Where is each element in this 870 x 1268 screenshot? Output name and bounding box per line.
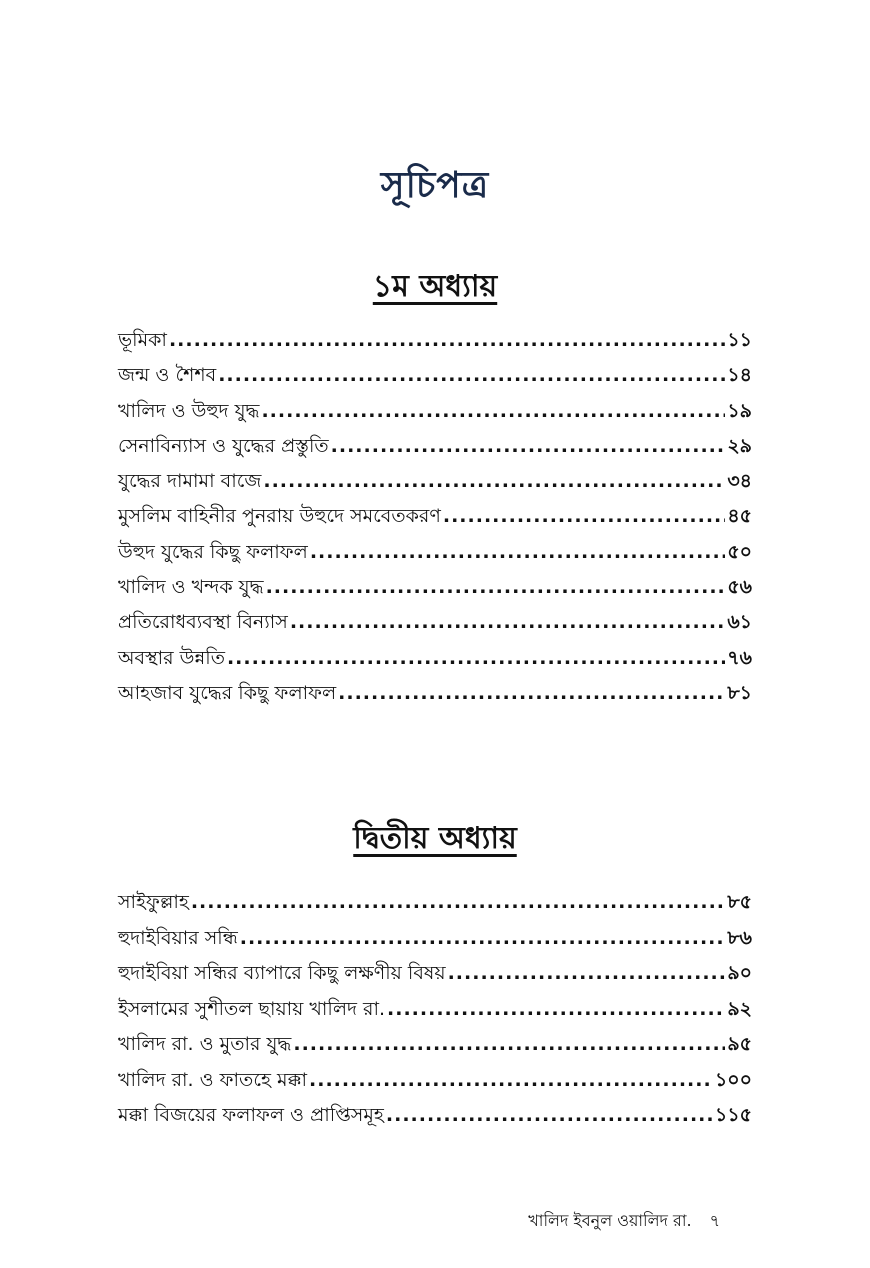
toc-entry-title: খালিদ রা. ও ফাতহে মক্কা [118,1068,308,1091]
toc-leader-dots [309,1069,713,1091]
toc-leader-dots [386,1104,713,1126]
toc-leader-dots [443,505,725,527]
toc-entry-page: ৩৪ [727,470,752,493]
toc-leader-dots [310,541,725,563]
toc-row [118,959,752,995]
toc-row [118,432,752,467]
toc-entry-title: জন্ম ও শৈশব [118,364,217,387]
toc-leader-dots [331,435,726,457]
toc-entry-page: ১৯ [727,399,752,422]
toc-row [118,1101,752,1137]
toc-leader-dots [169,329,725,351]
footer-page-number: ৭ [709,1211,720,1230]
toc-entry-page: ১১৫ [715,1104,752,1126]
toc-entry-page: ৮১ [727,681,752,704]
toc-entry-title: সেনাবিন্যাস ও যুদ্ধের প্রস্তুতি [118,434,329,457]
toc-row [118,888,752,924]
toc-entry-title: খালিদ রা. ও মুতার যুদ্ধ [118,1033,292,1055]
toc-leader-dots [387,998,725,1020]
toc-entry-title: প্রতিরোধব্যবস্থা বিন্যাস [118,611,288,634]
toc-row [118,644,752,679]
toc-row [118,679,752,714]
toc-entry-title: অবস্থার উন্নতি [118,646,225,669]
toc-row [118,326,752,361]
chapter-2-toc [118,888,752,1137]
toc-row [118,995,752,1031]
toc-entry-title: মক্কা বিজয়ের ফলাফল ও প্রাপ্তিসমূহ [118,1104,384,1126]
toc-row [118,573,752,608]
toc-leader-dots [338,682,725,704]
toc-entry-page: ১০০ [714,1068,752,1091]
toc-entry-title: ভূমিকা [118,329,167,351]
toc-entry-page: ৯০ [727,962,752,984]
toc-entry-title: ইসলামের সুশীতল ছায়ায় খালিদ রা. [118,997,386,1020]
toc-leader-dots [290,611,725,633]
chapter-1-toc [118,326,752,714]
page-footer [0,1208,720,1235]
chapter-1-heading: ১ম অধ্যায় [372,269,498,304]
toc-leader-dots [191,891,725,913]
toc-row [118,502,752,537]
toc-entry-title: খালিদ ও উহুদ যুদ্ধ [118,399,260,422]
toc-entry-title: সাইফুল্লাহ [118,891,189,913]
toc-leader-dots [448,962,726,984]
toc-entry-page: ৮৫ [727,891,752,913]
toc-row [118,924,752,960]
toc-entry-title: মুসলিম বাহিনীর পুনরায় উহুদে সমবেতকরণ [118,505,441,528]
toc-entry-page: ৫৬ [727,576,752,599]
toc-row [118,361,752,396]
toc-entry-page: ১৪ [727,364,752,387]
page-title: সূচিপত্র [380,165,490,206]
toc-entry-title: হুদাইবিয়া সন্ধির ব্যাপারে কিছু লক্ষণীয় বিষয় [118,962,446,984]
toc-entry-title: উহুদ যুদ্ধের কিছু ফলাফল [118,540,308,563]
toc-entry-title: যুদ্ধের দামামা বাজে [118,470,262,493]
toc-leader-dots [263,470,725,492]
toc-entry-page: ১১ [727,329,752,351]
toc-entry-page: ২৯ [727,434,752,457]
toc-entry-title: আহজাব যুদ্ধের কিছু ফলাফল [118,681,337,704]
toc-entry-page: ৮৬ [727,926,752,949]
toc-leader-dots [266,576,726,598]
toc-row [118,608,752,643]
toc-row [118,1030,752,1066]
toc-leader-dots [218,364,725,386]
toc-entry-title: খালিদ ও খন্দক যুদ্ধ [118,576,264,599]
toc-entry-page: ৯২ [727,997,752,1020]
toc-entry-page: ৬১ [727,611,752,634]
toc-entry-title: হুদাইবিয়ার সন্ধি [118,926,238,949]
toc-entry-page: ৯৫ [727,1033,752,1055]
toc-row [118,538,752,573]
toc-leader-dots [293,1033,725,1055]
toc-leader-dots [240,927,726,949]
chapter-2-heading: দ্বিতীয় অধ্যায় [353,821,517,856]
toc-entry-page: ৪৫ [727,505,752,528]
toc-entry-page: ৫০ [727,540,752,563]
toc-row [118,397,752,432]
toc-row [118,467,752,502]
toc-entry-page: ৭৬ [727,646,752,669]
toc-leader-dots [261,400,725,422]
footer-book-title: খালিদ ইবনুল ওয়ালিদ রা. [528,1211,692,1230]
toc-row [118,1066,752,1102]
toc-leader-dots [227,647,725,669]
